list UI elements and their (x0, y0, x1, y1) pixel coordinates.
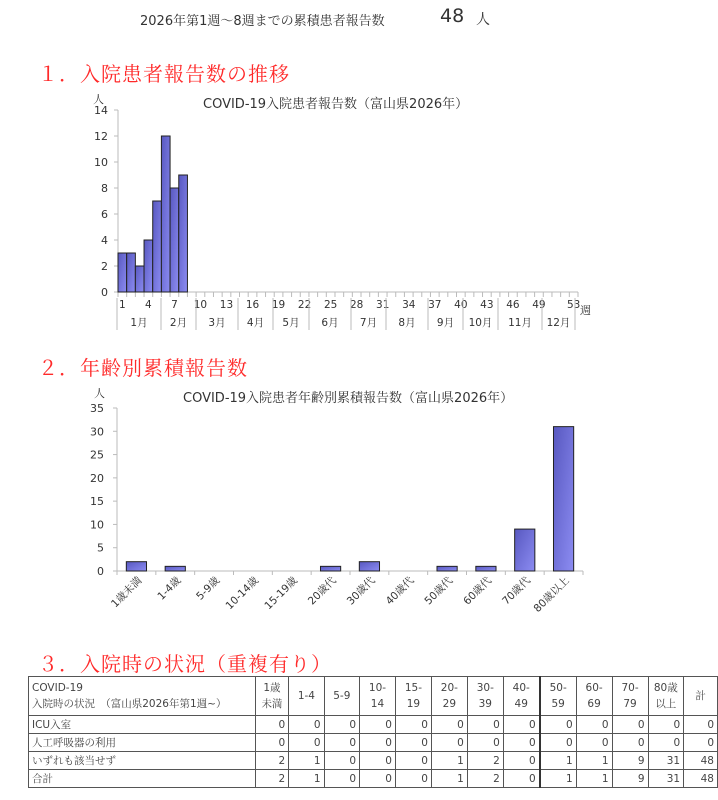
cumulative-summary-text: 2026年第1週～8週までの累積患者報告数 (140, 14, 385, 29)
table-cell: 2 (467, 770, 503, 788)
table-corner-header (29, 677, 256, 716)
table-cell: 0 (289, 716, 324, 734)
table-cell: 0 (324, 752, 359, 770)
column-header-line1: 15-19 (404, 682, 422, 710)
row-label: いずれも該当せず (29, 752, 256, 770)
table-cell: 0 (648, 716, 684, 734)
table-cell: 0 (395, 734, 431, 752)
svg-text:4: 4 (101, 234, 108, 247)
table-cell: 1 (576, 752, 612, 770)
svg-text:46: 46 (506, 299, 520, 311)
table-cell: 1 (289, 770, 324, 788)
table-cell: 0 (255, 734, 289, 752)
row-label: 合計 (29, 770, 256, 788)
table-cell: 0 (324, 716, 359, 734)
svg-text:40: 40 (454, 299, 468, 311)
table-row (29, 752, 718, 770)
svg-text:2: 2 (101, 260, 108, 273)
table-cell: 31 (648, 752, 684, 770)
table-cell: 0 (395, 716, 431, 734)
svg-text:2月: 2月 (169, 317, 188, 329)
column-header (576, 677, 612, 716)
column-header-line1: 1歳 (263, 682, 281, 694)
svg-text:5-9歳: 5-9歳 (194, 574, 223, 603)
svg-text:11月: 11月 (508, 317, 532, 329)
column-header-line1: 5-9 (333, 690, 351, 702)
svg-text:22: 22 (297, 299, 312, 311)
svg-text:30: 30 (90, 425, 104, 439)
svg-text:10: 10 (193, 299, 208, 311)
column-header (467, 677, 503, 716)
cumulative-count-unit: 人 (476, 12, 490, 28)
column-header (540, 677, 576, 716)
column-header-line1: 80歳 (653, 682, 678, 694)
svg-text:7月: 7月 (359, 317, 378, 329)
svg-text:6月: 6月 (321, 317, 339, 329)
section-title-weekly-trend: １．入院患者報告数の推移 (38, 62, 290, 86)
svg-text:34: 34 (402, 299, 416, 311)
svg-text:8: 8 (101, 182, 108, 195)
table-cell: 48 (684, 752, 718, 770)
column-header (503, 677, 539, 716)
table-header-subtitle: 入院時の状況 （富山県2026年第1週~） (32, 698, 227, 710)
table-cell: 1 (576, 770, 612, 788)
age-chart-plot (0, 382, 718, 642)
svg-text:19: 19 (271, 299, 286, 311)
table-header-row (29, 677, 718, 716)
column-header-line1: 1-4 (297, 690, 315, 702)
svg-text:週: 週 (580, 304, 591, 317)
svg-text:10: 10 (94, 156, 108, 169)
svg-text:31: 31 (376, 299, 390, 311)
table-cell: 0 (540, 716, 576, 734)
weekly-chart-y-unit: 人 (93, 93, 104, 106)
svg-text:30歳代: 30歳代 (344, 574, 378, 608)
column-header-line2: 以上 (655, 698, 677, 710)
column-header (360, 677, 396, 716)
table-cell: 0 (289, 734, 324, 752)
svg-text:15-19歳: 15-19歳 (262, 574, 300, 613)
svg-text:0: 0 (97, 565, 104, 578)
table-row (29, 716, 718, 734)
table-cell: 0 (395, 770, 431, 788)
table-cell: 1 (540, 770, 576, 788)
table-cell: 0 (360, 716, 396, 734)
svg-text:5月: 5月 (282, 317, 300, 329)
table-cell: 1 (431, 752, 467, 770)
table-cell: 0 (360, 734, 396, 752)
table-cell: 0 (503, 716, 539, 734)
table-cell: 31 (648, 770, 684, 788)
svg-text:1歳未満: 1歳未満 (109, 574, 145, 611)
svg-text:1-4歳: 1-4歳 (155, 574, 184, 603)
svg-text:35: 35 (90, 402, 104, 415)
column-header-line1: 40-49 (512, 682, 530, 710)
svg-text:80歳以上: 80歳以上 (531, 574, 572, 615)
table-header-title: COVID-19 (32, 682, 83, 694)
svg-text:1: 1 (118, 299, 126, 311)
table-cell: 0 (360, 752, 396, 770)
section-title-age-cumulative: ２．年齢別累積報告数 (38, 356, 248, 380)
weekly-chart-plot (0, 88, 718, 338)
svg-text:5: 5 (97, 541, 104, 555)
weekly-chart-title: COVID-19入院患者報告数（富山県2026年） (203, 97, 469, 112)
svg-text:0: 0 (101, 286, 108, 299)
section-title-admission-status: ３．入院時の状況（重複有り） (38, 652, 332, 676)
column-header-line1: 60-69 (585, 682, 603, 710)
table-cell: 2 (255, 770, 289, 788)
svg-text:10月: 10月 (468, 317, 493, 329)
table-cell: 0 (648, 734, 684, 752)
table-cell: 0 (431, 716, 467, 734)
svg-text:37: 37 (428, 299, 442, 311)
svg-text:49: 49 (532, 299, 546, 311)
svg-text:40歳代: 40歳代 (383, 574, 417, 608)
svg-text:53: 53 (566, 299, 581, 311)
weekly-chart (0, 88, 718, 338)
table-cell: 1 (289, 752, 324, 770)
table-cell: 0 (540, 734, 576, 752)
table-cell: 0 (503, 770, 539, 788)
column-header (289, 677, 324, 716)
column-header-line1: 50-59 (549, 682, 567, 710)
table-cell: 0 (684, 716, 718, 734)
column-header (431, 677, 467, 716)
column-header-line1: 20-29 (440, 682, 458, 710)
table-cell: 0 (503, 752, 539, 770)
table-cell: 48 (684, 770, 718, 788)
svg-text:14: 14 (94, 104, 108, 117)
column-header (684, 677, 718, 716)
svg-text:1月: 1月 (130, 317, 148, 329)
table-cell: 9 (612, 752, 648, 770)
svg-text:3月: 3月 (208, 317, 226, 329)
column-header-line1: 70-79 (621, 682, 639, 710)
svg-text:20: 20 (90, 471, 104, 485)
table-cell: 0 (360, 770, 396, 788)
cumulative-count: 48 (440, 5, 465, 27)
table-cell: 0 (576, 734, 612, 752)
table-cell: 0 (324, 734, 359, 752)
svg-text:20歳代: 20歳代 (305, 574, 339, 608)
column-header-line2: 未満 (261, 698, 283, 710)
table-cell: 2 (467, 752, 503, 770)
table-cell: 0 (467, 734, 503, 752)
svg-text:25: 25 (90, 448, 104, 462)
admission-status-table (28, 676, 718, 788)
svg-text:13: 13 (219, 299, 234, 311)
svg-text:12月: 12月 (546, 317, 571, 329)
svg-text:25: 25 (323, 299, 338, 311)
age-chart-y-unit: 人 (94, 387, 105, 400)
table-cell: 0 (576, 716, 612, 734)
table-cell: 0 (255, 716, 289, 734)
table-row (29, 770, 718, 788)
table-cell: 0 (467, 716, 503, 734)
column-header-line1: 10-14 (368, 682, 387, 710)
table-cell: 0 (431, 734, 467, 752)
svg-text:60歳代: 60歳代 (461, 574, 495, 608)
table-cell: 1 (540, 752, 576, 770)
table-cell: 0 (612, 716, 648, 734)
age-chart-title: COVID-19入院患者年齢別累積報告数（富山県2026年） (183, 391, 514, 406)
table-cell: 0 (324, 770, 359, 788)
column-header (395, 677, 431, 716)
row-label: ICU入室 (29, 716, 256, 734)
svg-text:4月: 4月 (246, 317, 265, 329)
table-cell: 0 (684, 734, 718, 752)
table-row (29, 734, 718, 752)
svg-text:4: 4 (145, 299, 152, 311)
table-cell: 2 (255, 752, 289, 770)
svg-text:28: 28 (349, 299, 364, 311)
svg-text:6: 6 (101, 208, 108, 221)
column-header-line1: 計 (695, 690, 706, 702)
svg-text:43: 43 (480, 299, 494, 311)
table-cell: 0 (395, 752, 431, 770)
table-cell: 1 (431, 770, 467, 788)
svg-text:10-14歳: 10-14歳 (223, 574, 262, 613)
svg-text:50歳代: 50歳代 (422, 574, 456, 608)
svg-text:15: 15 (90, 495, 104, 509)
table-cell: 9 (612, 770, 648, 788)
svg-text:70歳代: 70歳代 (500, 574, 533, 608)
column-header (648, 677, 684, 716)
column-header-line1: 30-39 (476, 682, 494, 710)
column-header (324, 677, 359, 716)
svg-text:16: 16 (245, 299, 260, 311)
svg-text:8月: 8月 (398, 317, 416, 329)
svg-text:12: 12 (94, 130, 108, 143)
age-chart (0, 382, 718, 642)
table-cell: 0 (612, 734, 648, 752)
row-label: 人工呼吸器の利用 (29, 734, 256, 752)
svg-text:7: 7 (171, 299, 178, 311)
table-cell: 0 (503, 734, 539, 752)
svg-text:9月: 9月 (436, 317, 455, 329)
svg-text:10: 10 (90, 518, 104, 532)
column-header (612, 677, 648, 716)
column-header (255, 677, 289, 716)
